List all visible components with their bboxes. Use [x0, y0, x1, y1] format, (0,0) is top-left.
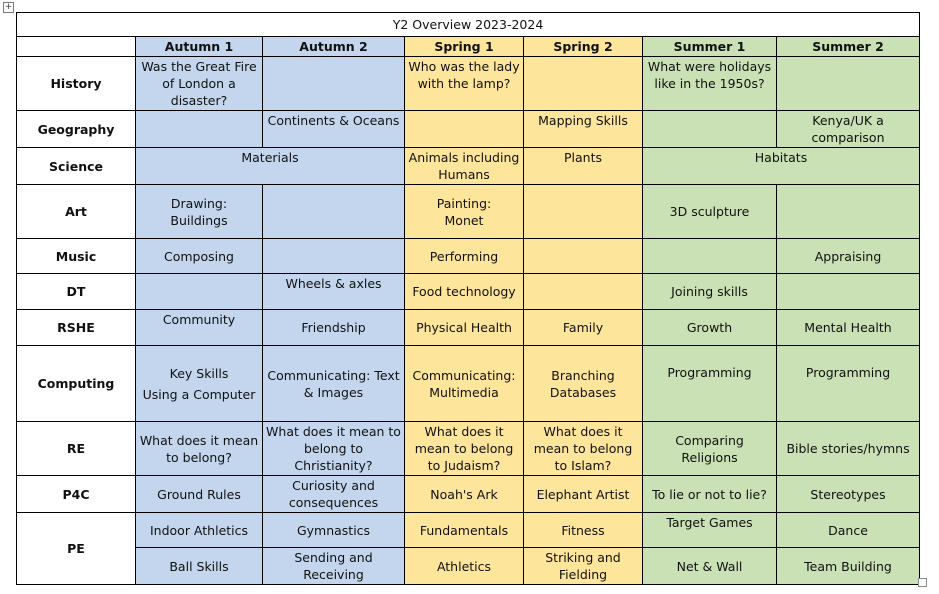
subject-dt: DT [17, 274, 136, 310]
geography-spring-1 [405, 111, 524, 148]
dt-summer-2 [777, 274, 920, 310]
curriculum-overview-table [16, 12, 920, 585]
geography-spring-2: Mapping Skills [524, 111, 643, 148]
p4c-summer-2: Stereotypes [777, 476, 920, 513]
art-autumn-1-line-1: Drawing: [170, 195, 228, 211]
history-autumn-1: Was the Great Fire of London a disaster? [136, 57, 263, 111]
dt-autumn-1 [136, 274, 263, 310]
computing-autumn-1 [136, 346, 263, 422]
art-autumn-1 [136, 185, 263, 239]
re-spring-1: What does it mean to belong to Judaism? [405, 422, 524, 476]
corner-cell [17, 37, 136, 57]
re-summer-2: Bible stories/hymns [777, 422, 920, 476]
pe-summer-2-b: Team Building [777, 548, 920, 585]
p4c-spring-2: Elephant Artist [524, 476, 643, 513]
subject-art: Art [17, 185, 136, 239]
art-spring-1-line-2: Monet [444, 212, 484, 228]
rshe-spring-2: Family [524, 310, 643, 346]
subject-pe: PE [17, 513, 136, 585]
table-move-handle-icon[interactable]: + [4, 2, 13, 12]
computing-autumn-1-line-2: Using a Computer [142, 386, 256, 402]
term-header-autumn-2: Autumn 2 [263, 37, 405, 57]
dt-spring-2 [524, 274, 643, 310]
re-spring-2: What does it mean to belong to Islam? [524, 422, 643, 476]
term-header-summer-2: Summer 2 [777, 37, 920, 57]
history-summer-2 [777, 57, 920, 111]
pe-summer-1-b: Net & Wall [643, 548, 777, 585]
geography-autumn-2: Continents & Oceans [263, 111, 405, 148]
p4c-autumn-1: Ground Rules [136, 476, 263, 513]
science-spring-2: Plants [524, 148, 643, 185]
rshe-autumn-2: Friendship [263, 310, 405, 346]
history-spring-2 [524, 57, 643, 111]
art-spring-1-line-1: Painting: [436, 195, 492, 211]
geography-autumn-1 [136, 111, 263, 148]
rshe-summer-2: Mental Health [777, 310, 920, 346]
subject-p4c: P4C [17, 476, 136, 513]
computing-spring-2: Branching Databases [524, 346, 643, 422]
geography-summer-1 [643, 111, 777, 148]
p4c-spring-1: Noah's Ark [405, 476, 524, 513]
term-header-autumn-1: Autumn 1 [136, 37, 263, 57]
music-autumn-2 [263, 239, 405, 274]
art-summer-1: 3D sculpture [643, 185, 777, 239]
pe-summer-2-a: Dance [777, 513, 920, 548]
subject-computing: Computing [17, 346, 136, 422]
pe-autumn-1-b: Ball Skills [136, 548, 263, 585]
subject-music: Music [17, 239, 136, 274]
computing-summer-2: Programming [777, 346, 920, 422]
page-title: Y2 Overview 2023-2024 [17, 13, 920, 37]
music-spring-2 [524, 239, 643, 274]
music-autumn-1: Composing [136, 239, 263, 274]
table-resize-handle-icon[interactable] [918, 578, 927, 587]
science-spring-1: Animals including Humans [405, 148, 524, 185]
re-autumn-1: What does it mean to belong? [136, 422, 263, 476]
pe-spring-2-a: Fitness [524, 513, 643, 548]
art-spring-2 [524, 185, 643, 239]
pe-autumn-2-b: Sending and Receiving [263, 548, 405, 585]
p4c-summer-1: To lie or not to lie? [643, 476, 777, 513]
art-autumn-1-line-2: Buildings [170, 212, 228, 228]
geography-summer-2: Kenya/UK a comparison [777, 111, 920, 148]
history-summer-1: What were holidays like in the 1950s? [643, 57, 777, 111]
pe-spring-1-b: Athletics [405, 548, 524, 585]
computing-spring-1: Communicating: Multimedia [405, 346, 524, 422]
subject-re: RE [17, 422, 136, 476]
music-summer-1 [643, 239, 777, 274]
pe-spring-2-b: Striking and Fielding [524, 548, 643, 585]
history-autumn-2 [263, 57, 405, 111]
term-header-spring-2: Spring 2 [524, 37, 643, 57]
dt-autumn-2: Wheels & axles [263, 274, 405, 310]
science-summer: Habitats [643, 148, 920, 185]
re-autumn-2: What does it mean to belong to Christianity? [263, 422, 405, 476]
pe-autumn-2-a: Gymnastics [263, 513, 405, 548]
term-header-summer-1: Summer 1 [643, 37, 777, 57]
rshe-summer-1: Growth [643, 310, 777, 346]
computing-autumn-1-line-1: Key Skills [169, 365, 229, 381]
rshe-autumn-1: Community [136, 310, 263, 346]
rshe-spring-1: Physical Health [405, 310, 524, 346]
music-summer-2: Appraising [777, 239, 920, 274]
subject-science: Science [17, 148, 136, 185]
music-spring-1: Performing [405, 239, 524, 274]
re-summer-1: Comparing Religions [643, 422, 777, 476]
computing-summer-1: Programming [643, 346, 777, 422]
art-summer-2 [777, 185, 920, 239]
subject-rshe: RSHE [17, 310, 136, 346]
term-header-spring-1: Spring 1 [405, 37, 524, 57]
p4c-autumn-2: Curiosity and consequences [263, 476, 405, 513]
art-autumn-2 [263, 185, 405, 239]
pe-autumn-1-a: Indoor Athletics [136, 513, 263, 548]
art-spring-1 [405, 185, 524, 239]
dt-summer-1: Joining skills [643, 274, 777, 310]
computing-autumn-2: Communicating: Text & Images [263, 346, 405, 422]
pe-summer-1-a: Target Games [643, 513, 777, 548]
science-autumn: Materials [136, 148, 405, 185]
dt-spring-1: Food technology [405, 274, 524, 310]
history-spring-1: Who was the lady with the lamp? [405, 57, 524, 111]
subject-history: History [17, 57, 136, 111]
subject-geography: Geography [17, 111, 136, 148]
pe-spring-1-a: Fundamentals [405, 513, 524, 548]
